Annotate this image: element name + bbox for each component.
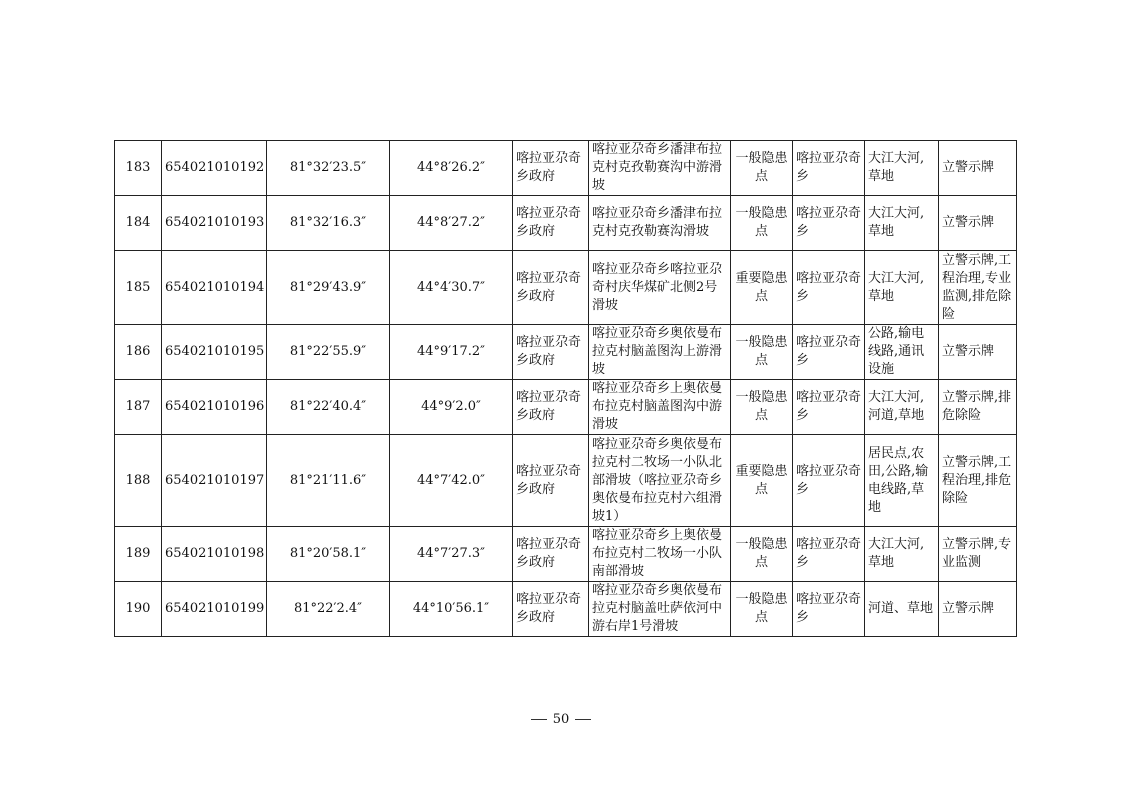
- cell-hazard-name: 喀拉亚尕奇乡上奥依曼布拉克村二牧场一小队南部滑坡: [589, 527, 731, 582]
- cell-town: 喀拉亚尕奇乡: [793, 380, 865, 435]
- table-row: [115, 527, 1017, 582]
- cell-latitude: 44°9′2.0″: [390, 380, 513, 435]
- cell-measure: 立警示牌: [939, 325, 1017, 380]
- cell-level: 一般隐患点: [731, 325, 793, 380]
- cell-latitude: 44°7′27.3″: [390, 527, 513, 582]
- cell-town: 喀拉亚尕奇乡: [793, 435, 865, 527]
- cell-longitude: 81°20′58.1″: [267, 527, 390, 582]
- cell-no: 186: [115, 325, 162, 380]
- cell-town: 喀拉亚尕奇乡: [793, 527, 865, 582]
- cell-measure: 立警示牌: [939, 141, 1017, 196]
- cell-code: 654021010196: [162, 380, 267, 435]
- cell-level: 一般隐患点: [731, 527, 793, 582]
- cell-code: 654021010199: [162, 582, 267, 637]
- cell-longitude: 81°29′43.9″: [267, 251, 390, 325]
- table-row: [115, 251, 1017, 325]
- cell-longitude: 81°22′2.4″: [267, 582, 390, 637]
- cell-unit: 喀拉亚尕奇乡政府: [513, 251, 589, 325]
- page-number: 50: [552, 712, 570, 727]
- cell-threat: 大江大河,河道,草地: [865, 380, 939, 435]
- cell-longitude: 81°32′16.3″: [267, 196, 390, 251]
- cell-longitude: 81°32′23.5″: [267, 141, 390, 196]
- cell-threat: 居民点,农田,公路,输电线路,草地: [865, 435, 939, 527]
- table-row: [115, 435, 1017, 527]
- cell-threat: 大江大河,草地: [865, 251, 939, 325]
- cell-code: 654021010192: [162, 141, 267, 196]
- cell-town: 喀拉亚尕奇乡: [793, 325, 865, 380]
- table-row: [115, 325, 1017, 380]
- cell-unit: 喀拉亚尕奇乡政府: [513, 196, 589, 251]
- footer-dash-right: [575, 719, 591, 720]
- cell-town: 喀拉亚尕奇乡: [793, 582, 865, 637]
- table-row: [115, 196, 1017, 251]
- cell-measure: 立警示牌: [939, 196, 1017, 251]
- cell-code: 654021010195: [162, 325, 267, 380]
- cell-hazard-name: 喀拉亚尕奇乡奥依曼布拉克村二牧场一小队北部滑坡（喀拉亚尕奇乡奥依曼布拉克村六组滑坡1）: [589, 435, 731, 527]
- cell-unit: 喀拉亚尕奇乡政府: [513, 527, 589, 582]
- cell-no: 185: [115, 251, 162, 325]
- cell-town: 喀拉亚尕奇乡: [793, 196, 865, 251]
- page-footer: [0, 712, 1122, 727]
- cell-level: 一般隐患点: [731, 196, 793, 251]
- cell-hazard-name: 喀拉亚尕奇乡奥依曼布拉克村脑盖吐萨依河中游右岸1号滑坡: [589, 582, 731, 637]
- cell-code: 654021010197: [162, 435, 267, 527]
- cell-no: 183: [115, 141, 162, 196]
- cell-unit: 喀拉亚尕奇乡政府: [513, 325, 589, 380]
- cell-code: 654021010193: [162, 196, 267, 251]
- cell-measure: 立警示牌: [939, 582, 1017, 637]
- cell-threat: 公路,输电线路,通讯设施: [865, 325, 939, 380]
- table-row: [115, 380, 1017, 435]
- cell-measure: 立警示牌,工程治理,专业监测,排危除险: [939, 251, 1017, 325]
- table-row: [115, 582, 1017, 637]
- cell-no: 189: [115, 527, 162, 582]
- cell-latitude: 44°10′56.1″: [390, 582, 513, 637]
- cell-latitude: 44°8′26.2″: [390, 141, 513, 196]
- cell-level: 一般隐患点: [731, 380, 793, 435]
- cell-level: 一般隐患点: [731, 141, 793, 196]
- cell-no: 190: [115, 582, 162, 637]
- cell-level: 一般隐患点: [731, 582, 793, 637]
- cell-town: 喀拉亚尕奇乡: [793, 251, 865, 325]
- cell-code: 654021010198: [162, 527, 267, 582]
- hazard-table: [114, 140, 1017, 637]
- cell-unit: 喀拉亚尕奇乡政府: [513, 380, 589, 435]
- cell-threat: 大江大河,草地: [865, 196, 939, 251]
- cell-threat: 大江大河,草地: [865, 527, 939, 582]
- cell-latitude: 44°9′17.2″: [390, 325, 513, 380]
- cell-level: 重要隐患点: [731, 435, 793, 527]
- cell-longitude: 81°22′40.4″: [267, 380, 390, 435]
- cell-hazard-name: 喀拉亚尕奇乡喀拉亚尕奇村庆华煤矿北侧2号滑坡: [589, 251, 731, 325]
- cell-hazard-name: 喀拉亚尕奇乡潘津布拉克村克孜勒赛沟中游滑坡: [589, 141, 731, 196]
- cell-longitude: 81°22′55.9″: [267, 325, 390, 380]
- cell-unit: 喀拉亚尕奇乡政府: [513, 582, 589, 637]
- cell-no: 184: [115, 196, 162, 251]
- cell-no: 187: [115, 380, 162, 435]
- cell-longitude: 81°21′11.6″: [267, 435, 390, 527]
- cell-measure: 立警示牌,专业监测: [939, 527, 1017, 582]
- cell-threat: 河道、草地: [865, 582, 939, 637]
- cell-latitude: 44°8′27.2″: [390, 196, 513, 251]
- cell-latitude: 44°7′42.0″: [390, 435, 513, 527]
- cell-no: 188: [115, 435, 162, 527]
- cell-hazard-name: 喀拉亚尕奇乡潘津布拉克村克孜勒赛沟滑坡: [589, 196, 731, 251]
- footer-dash-left: [531, 719, 547, 720]
- cell-town: 喀拉亚尕奇乡: [793, 141, 865, 196]
- table-row: [115, 141, 1017, 196]
- cell-latitude: 44°4′30.7″: [390, 251, 513, 325]
- cell-unit: 喀拉亚尕奇乡政府: [513, 435, 589, 527]
- cell-code: 654021010194: [162, 251, 267, 325]
- cell-hazard-name: 喀拉亚尕奇乡奥依曼布拉克村脑盖图沟上游滑坡: [589, 325, 731, 380]
- cell-unit: 喀拉亚尕奇乡政府: [513, 141, 589, 196]
- cell-measure: 立警示牌,排危除险: [939, 380, 1017, 435]
- cell-threat: 大江大河,草地: [865, 141, 939, 196]
- cell-level: 重要隐患点: [731, 251, 793, 325]
- cell-hazard-name: 喀拉亚尕奇乡上奥依曼布拉克村脑盖图沟中游滑坡: [589, 380, 731, 435]
- cell-measure: 立警示牌,工程治理,排危除险: [939, 435, 1017, 527]
